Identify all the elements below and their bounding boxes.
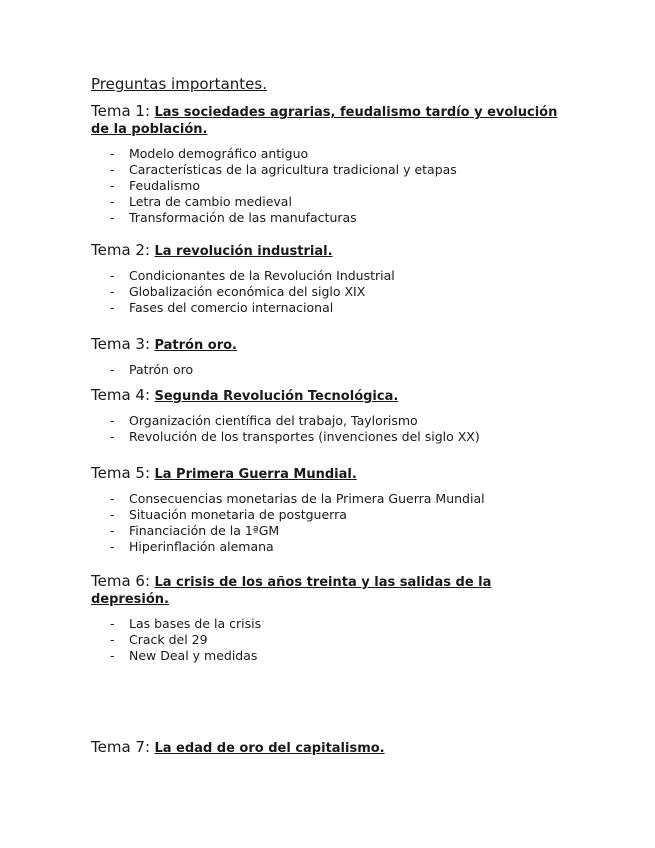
tema-3-prefix: Tema 3: bbox=[91, 335, 151, 353]
tema-1-topic-list bbox=[91, 146, 571, 226]
tema-2-heading bbox=[91, 242, 571, 260]
tema-4-title: Segunda Revolución Tecnológica. bbox=[154, 389, 399, 404]
tema-5-section bbox=[91, 465, 571, 555]
list-item: - Patrón oro bbox=[91, 362, 571, 378]
tema-6-title: La crisis de los años treinta y las salidas de la depresión. bbox=[91, 575, 492, 607]
list-item: - Condicionantes de la Revolución Industrial bbox=[91, 268, 571, 284]
tema-6-section bbox=[91, 573, 511, 664]
tema-3-section bbox=[91, 336, 571, 378]
tema-4-prefix: Tema 4: bbox=[91, 386, 151, 404]
tema-2-section bbox=[91, 242, 571, 316]
list-item: - Consecuencias monetarias de la Primera Guerra Mundial bbox=[91, 491, 571, 507]
tema-2-prefix: Tema 2: bbox=[91, 241, 151, 259]
list-item: - New Deal y medidas bbox=[91, 648, 511, 664]
tema-4-heading bbox=[91, 387, 571, 405]
tema-7-section bbox=[91, 739, 571, 757]
tema-2-title: La revolución industrial. bbox=[154, 244, 333, 259]
tema-1-prefix: Tema 1: bbox=[91, 102, 151, 120]
tema-4-topic-list bbox=[91, 413, 571, 445]
tema-2-topic-list bbox=[91, 268, 571, 316]
list-item: - Financiación de la 1ªGM bbox=[91, 523, 571, 539]
list-item: - Fases del comercio internacional bbox=[91, 300, 571, 316]
tema-5-title: La Primera Guerra Mundial. bbox=[154, 467, 357, 482]
tema-4-section bbox=[91, 387, 571, 445]
tema-5-topic-list bbox=[91, 491, 571, 555]
tema-7-heading bbox=[91, 739, 571, 757]
document-title: Preguntas importantes. bbox=[91, 75, 267, 93]
tema-5-heading bbox=[91, 465, 571, 483]
tema-7-prefix: Tema 7: bbox=[91, 738, 151, 756]
tema-7-title: La edad de oro del capitalismo. bbox=[154, 741, 385, 756]
tema-1-title: Las sociedades agrarias, feudalismo tardío y evolución de la población. bbox=[91, 105, 558, 137]
list-item: - Características de la agricultura tradicional y etapas bbox=[91, 162, 571, 178]
list-item: - Feudalismo bbox=[91, 178, 571, 194]
tema-3-title: Patrón oro. bbox=[154, 338, 237, 353]
tema-3-topic-list bbox=[91, 362, 571, 378]
tema-5-prefix: Tema 5: bbox=[91, 464, 151, 482]
list-item: - Revolución de los transportes (invenciones del siglo XX) bbox=[91, 429, 571, 445]
list-item: - Hiperinflación alemana bbox=[91, 539, 571, 555]
list-item: - Letra de cambio medieval bbox=[91, 194, 571, 210]
list-item: - Crack del 29 bbox=[91, 632, 511, 648]
tema-6-topic-list bbox=[91, 616, 511, 664]
tema-6-prefix: Tema 6: bbox=[91, 572, 151, 590]
list-item: - Las bases de la crisis bbox=[91, 616, 511, 632]
list-item: - Situación monetaria de postguerra bbox=[91, 507, 571, 523]
tema-6-heading bbox=[91, 573, 511, 608]
list-item: - Organización científica del trabajo, Taylorismo bbox=[91, 413, 571, 429]
list-item: - Globalización económica del siglo XIX bbox=[91, 284, 571, 300]
tema-3-heading bbox=[91, 336, 571, 354]
list-item: - Modelo demográfico antiguo bbox=[91, 146, 571, 162]
list-item: - Transformación de las manufacturas bbox=[91, 210, 571, 226]
tema-1-heading bbox=[91, 103, 571, 138]
tema-1-section bbox=[91, 103, 571, 226]
